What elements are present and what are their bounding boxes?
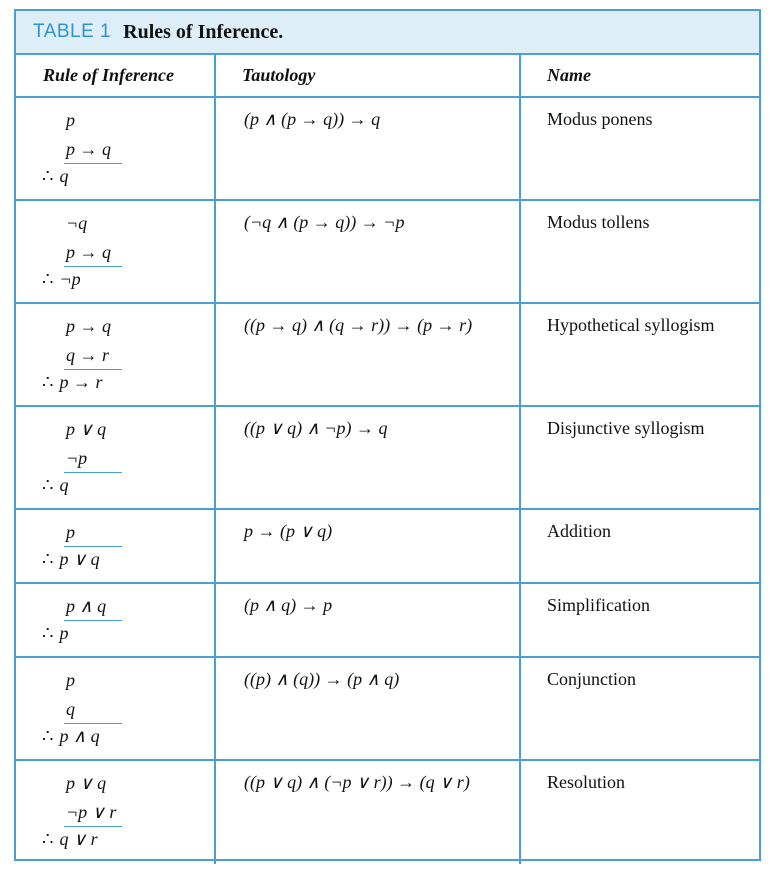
inference-line [64,266,122,267]
rule-name: Resolution [547,772,626,792]
header-row [16,55,759,98]
premise: p → q [66,316,111,336]
header-cell-name [521,55,759,96]
conclusion-text: p → r [59,372,103,392]
tautology-cell [216,201,521,302]
tautology: ((p ∨ q) ∧ (¬p ∨ r)) → (q ∨ r) [244,772,470,792]
conclusion-text: p ∧ q [59,726,100,746]
premise: p [66,522,75,542]
name-cell [521,304,759,405]
tautology: (p ∧ q) → p [244,595,333,615]
conclusion [42,549,100,570]
premise: ¬q [66,213,88,233]
tautology: (¬q ∧ (p → q)) → ¬p [244,212,405,232]
conclusion [42,372,102,393]
premise: p ∨ q [66,419,107,439]
header-tautology: Tautology [242,65,316,85]
name-cell [521,201,759,302]
rule-cell [16,761,216,864]
header-name: Name [547,65,591,85]
inference-line [64,826,122,827]
premise: p → q [66,139,111,159]
premise: ¬p ∨ r [66,802,117,822]
rule-name: Hypothetical syllogism [547,315,715,335]
conclusion-text: q [59,475,69,495]
rule-cell [16,510,216,582]
inference-line [64,620,122,621]
inference-line [64,472,122,473]
name-cell [521,584,759,656]
inference-line [64,723,122,724]
conclusion-text: q ∨ r [59,829,98,849]
conclusion-text: ¬p [59,269,81,289]
tautology-cell [216,407,521,508]
tautology: ((p) ∧ (q)) → (p ∧ q) [244,669,400,689]
tautology-cell [216,304,521,405]
conclusion [42,726,100,747]
inference-line [64,369,122,370]
therefore-symbol: ∴ [42,829,54,849]
premise: q → r [66,345,110,365]
tautology-cell [216,510,521,582]
tautology-cell [216,98,521,199]
conclusion-text: q [59,166,69,186]
premise: p [66,110,75,130]
therefore-symbol: ∴ [42,269,54,289]
table-row [16,407,759,510]
therefore-symbol: ∴ [42,549,54,569]
conclusion [42,829,98,850]
premise: p [66,670,75,690]
table-row [16,98,759,201]
conclusion-text: p [59,623,69,643]
table-row [16,201,759,304]
tautology: ((p ∨ q) ∧ ¬p) → q [244,418,388,438]
header-cell-rule [16,55,216,96]
tautology: ((p → q) ∧ (q → r)) → (p → r) [244,315,473,335]
rule-cell [16,98,216,199]
therefore-symbol: ∴ [42,726,54,746]
table-row [16,658,759,761]
therefore-symbol: ∴ [42,166,54,186]
rule-cell [16,584,216,656]
table-row [16,584,759,658]
premise: p → q [66,242,111,262]
premise: ¬p [66,448,88,468]
rule-name: Simplification [547,595,650,615]
inference-line [64,163,122,164]
tautology-cell [216,584,521,656]
tautology-cell [216,761,521,864]
inference-line [64,546,122,547]
rule-name: Modus tollens [547,212,650,232]
tautology: p → (p ∨ q) [244,521,333,541]
name-cell [521,98,759,199]
rule-cell [16,304,216,405]
rule-cell [16,201,216,302]
therefore-symbol: ∴ [42,475,54,495]
conclusion-text: p ∨ q [59,549,100,569]
header-rule: Rule of Inference [43,65,174,85]
rule-name: Conjunction [547,669,636,689]
conclusion [42,166,68,187]
premise: p ∧ q [66,596,107,616]
conclusion [42,269,81,290]
header-cell-tautology [216,55,521,96]
premise: q [66,699,75,719]
rule-cell [16,407,216,508]
table-row [16,304,759,407]
table-title: Rules of Inference. [123,20,284,43]
tautology: (p ∧ (p → q)) → q [244,109,381,129]
name-cell [521,510,759,582]
rule-cell [16,658,216,759]
therefore-symbol: ∴ [42,623,54,643]
name-cell [521,761,759,864]
conclusion [42,475,68,496]
premise: p ∨ q [66,773,107,793]
table-number: TABLE 1 [33,21,112,42]
rule-name: Addition [547,521,612,541]
table-row [16,761,759,864]
table-row [16,510,759,584]
rules-of-inference-table [14,9,761,861]
tautology-cell [216,658,521,759]
conclusion [42,623,68,644]
name-cell [521,658,759,759]
name-cell [521,407,759,508]
rule-name: Modus ponens [547,109,653,129]
table-body [16,55,759,859]
rule-name: Disjunctive syllogism [547,418,705,438]
therefore-symbol: ∴ [42,372,54,392]
table-caption [16,11,759,55]
